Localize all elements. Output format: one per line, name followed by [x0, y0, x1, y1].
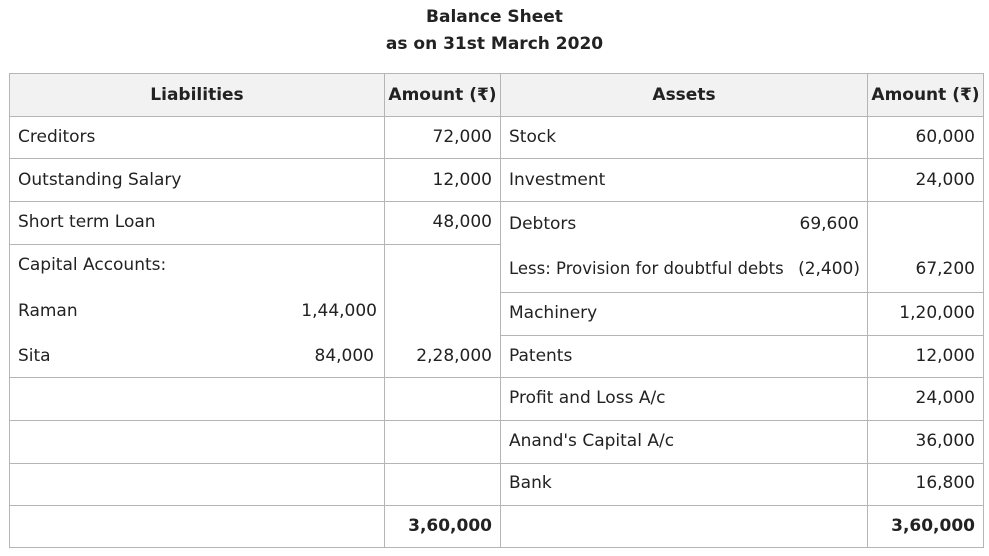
liability-raman-label: Raman	[18, 301, 78, 321]
row-divider-right-7	[500, 463, 983, 464]
row-divider-left-5	[10, 420, 500, 421]
asset-bank-label: Bank	[509, 473, 552, 493]
row-divider-left-6	[10, 463, 500, 464]
liability-raman-sub-amount: 1,44,000	[301, 301, 377, 321]
liability-short-term-loan-label: Short term Loan	[18, 212, 156, 232]
liability-sita-label: Sita	[18, 346, 51, 366]
liabilities-total: 3,60,000	[408, 516, 492, 536]
row-divider-right-8	[500, 505, 983, 506]
asset-provision-label	[509, 259, 784, 279]
row-divider-left-4	[10, 377, 500, 378]
row-divider-right-5	[500, 377, 983, 378]
page-title: Balance Sheet	[426, 7, 563, 27]
liability-outstanding-salary-amount: 12,000	[432, 170, 492, 190]
header-amount-right: Amount (₹)	[871, 85, 980, 105]
liability-creditors-amount: 72,000	[432, 127, 492, 147]
asset-anand-capital-amount: 36,000	[915, 431, 975, 451]
asset-patents-label: Patents	[509, 346, 573, 366]
row-divider-left-1	[10, 158, 500, 159]
row-divider-right-4	[500, 335, 983, 336]
asset-anand-capital-label: Anand's Capital A/c	[509, 431, 675, 451]
page-subtitle: as on 31st March 2020	[385, 34, 604, 54]
asset-debtors-net-amount: 67,200	[915, 259, 975, 279]
row-divider-right-1	[500, 158, 983, 159]
asset-profit-loss-label: Profit and Loss A/c	[509, 388, 666, 408]
row-divider-left-7	[10, 505, 500, 506]
asset-provision-sub-amount: (2,400)	[798, 259, 860, 279]
column-divider-2	[500, 74, 501, 547]
row-divider-right-3	[500, 292, 983, 293]
asset-stock-amount: 60,000	[915, 127, 975, 147]
asset-provision-label-text: Less: Provision for doubtful debts	[509, 259, 784, 278]
liability-creditors-label: Creditors	[18, 127, 96, 147]
header-liabilities: Liabilities	[150, 85, 244, 105]
liability-sita-sub-amount: 84,000	[314, 346, 374, 366]
liability-capital-total-amount: 2,28,000	[416, 346, 492, 366]
row-divider-right-2	[500, 201, 983, 202]
asset-profit-loss-amount: 24,000	[915, 388, 975, 408]
liability-capital-accounts-label: Capital Accounts:	[18, 255, 167, 275]
asset-investment-label: Investment	[509, 170, 606, 190]
asset-stock-label: Stock	[509, 127, 557, 147]
header-assets: Assets	[652, 85, 716, 105]
asset-bank-amount: 16,800	[915, 473, 975, 493]
liability-short-term-loan-amount: 48,000	[432, 212, 492, 232]
header-amount-left: Amount (₹)	[388, 85, 497, 105]
asset-debtors-sub-amount: 69,600	[799, 214, 859, 234]
row-divider-header	[10, 116, 983, 117]
balance-sheet-table	[9, 73, 984, 548]
liability-outstanding-salary-label: Outstanding Salary	[18, 170, 182, 190]
asset-patents-amount: 12,000	[915, 346, 975, 366]
asset-investment-amount: 24,000	[915, 170, 975, 190]
asset-machinery-label: Machinery	[509, 303, 598, 323]
row-divider-right-6	[500, 420, 983, 421]
row-divider-left-3	[10, 244, 500, 245]
asset-debtors-label: Debtors	[509, 214, 577, 234]
asset-machinery-amount: 1,20,000	[899, 303, 975, 323]
row-divider-left-2	[10, 201, 500, 202]
title-block	[0, 4, 989, 58]
assets-total: 3,60,000	[891, 516, 975, 536]
